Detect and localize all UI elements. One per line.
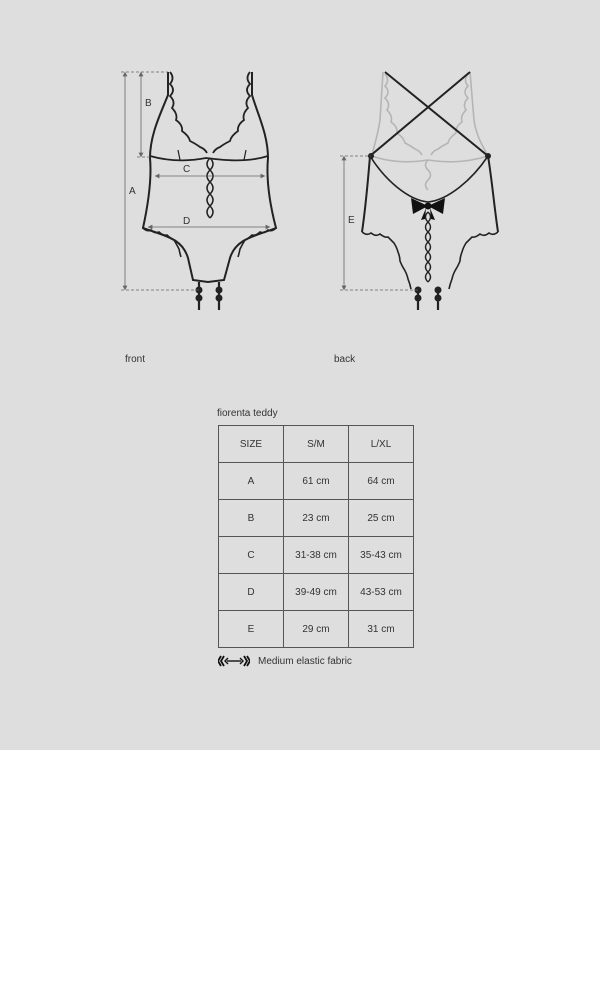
product-name: fiorenta teddy — [217, 408, 278, 419]
garment-illustration — [0, 0, 600, 340]
table-cell: D — [219, 574, 284, 611]
fabric-label: Medium elastic fabric — [258, 655, 352, 667]
table-row — [219, 537, 414, 574]
back-garment-drawing — [362, 72, 498, 310]
header-cell: L/XL — [349, 426, 414, 463]
dim-label-a: A — [129, 186, 136, 197]
table-cell: C — [219, 537, 284, 574]
table-cell: E — [219, 611, 284, 648]
table-cell: 61 cm — [284, 463, 349, 500]
front-garment-drawing — [143, 72, 276, 310]
size-table — [218, 425, 414, 648]
table-cell: 39-49 cm — [284, 574, 349, 611]
table-row — [219, 463, 414, 500]
table-row — [219, 500, 414, 537]
table-cell: 25 cm — [349, 500, 414, 537]
header-cell: SIZE — [219, 426, 284, 463]
table-cell: 43-53 cm — [349, 574, 414, 611]
table-cell: 29 cm — [284, 611, 349, 648]
back-view-label: back — [334, 354, 356, 365]
back-faded-front-drawing — [372, 72, 488, 190]
table-cell: 31 cm — [349, 611, 414, 648]
table-cell: 64 cm — [349, 463, 414, 500]
table-row — [219, 574, 414, 611]
dim-label-e: E — [348, 215, 355, 226]
table-cell: B — [219, 500, 284, 537]
table-cell: 31-38 cm — [284, 537, 349, 574]
header-cell: S/M — [284, 426, 349, 463]
fabric-note — [218, 655, 352, 667]
dim-label-c: C — [183, 164, 191, 175]
dim-label-b: B — [145, 98, 152, 109]
table-cell: A — [219, 463, 284, 500]
table-row — [219, 611, 414, 648]
table-header-row — [219, 426, 414, 463]
front-view-label: front — [125, 354, 146, 365]
dim-label-d: D — [183, 216, 191, 227]
table-cell: 35-43 cm — [349, 537, 414, 574]
table-cell: 23 cm — [284, 500, 349, 537]
elastic-stretch-icon — [218, 655, 250, 667]
